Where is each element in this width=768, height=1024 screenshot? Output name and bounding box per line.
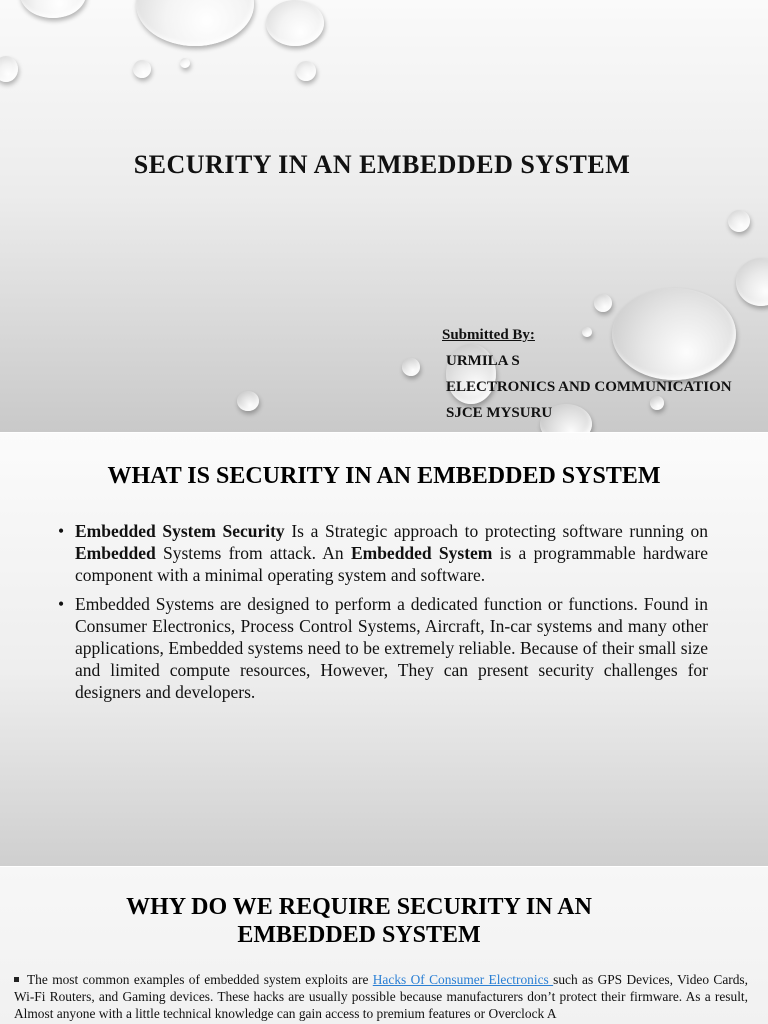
bullet-item <box>58 521 708 586</box>
bullet-item: • Embedded Systems are designed to perform a dedicated function or functions. Found in Consumer Electronics, Process Control Systems, Aircraft, In-car systems and many other applications, Embedded systems need to be extremely reliable. Because of their small size and limited compute resources, However, They can present security challenges for designers and developers. <box>58 594 708 703</box>
why-security-slide <box>0 867 768 1024</box>
water-drop <box>133 60 151 78</box>
title-slide <box>0 0 768 432</box>
bold-term: Embedded System Security <box>75 521 285 541</box>
paragraph-text: such as GPS Devices, Video Cards, Wi-Fi Routers, and Gaming devices. These hacks are usually possible because manufacturers don’t protect their firmware. As a result, Almost anyone with a little technical knowledge can gain access to premium features or Overclock A <box>14 972 748 1021</box>
water-drop <box>296 61 316 81</box>
bullet-text: is a programmable hardware component with a minimal operating system and software. <box>75 542 708 585</box>
college-name: SJCE MYSURU <box>446 405 553 421</box>
water-drop <box>594 294 612 312</box>
water-drop <box>180 58 190 68</box>
square-bullet-icon <box>14 977 19 982</box>
water-drop <box>20 0 86 18</box>
definition-slide <box>0 433 768 866</box>
slide-heading: WHY DO WE REQUIRE SECURITY IN AN EMBEDDED SYSTEM <box>126 894 592 948</box>
department-name: ELECTRONICS AND COMMUNICATION <box>446 379 732 395</box>
bold-term: Embedded System <box>350 542 493 563</box>
paragraph <box>14 971 748 1022</box>
water-drop <box>0 56 18 82</box>
water-drop <box>136 0 254 46</box>
bullet-list <box>58 521 708 711</box>
paragraph-text: The most common examples of embedded system exploits are <box>27 972 373 987</box>
water-drop <box>266 0 324 46</box>
bullet-text: Is a Strategic approach to protecting software running on <box>284 521 709 541</box>
bullet-text: Systems from attack. An <box>155 542 351 563</box>
submitted-by-block <box>442 322 732 426</box>
water-drop <box>728 210 750 232</box>
slide-heading: WHAT IS SECURITY IN AN EMBEDDED SYSTEM <box>107 463 661 489</box>
consumer-electronics-link[interactable]: Hacks Of Consumer Electronics <box>372 972 554 987</box>
author-name: URMILA S <box>446 353 520 369</box>
water-drop <box>402 358 420 376</box>
water-drop <box>237 391 259 411</box>
bold-term: Embedded <box>75 542 156 563</box>
water-drop <box>736 258 768 306</box>
submitted-by-label: Submitted By: <box>442 327 535 343</box>
slide-title: SECURITY IN AN EMBEDDED SYSTEM <box>133 150 631 179</box>
